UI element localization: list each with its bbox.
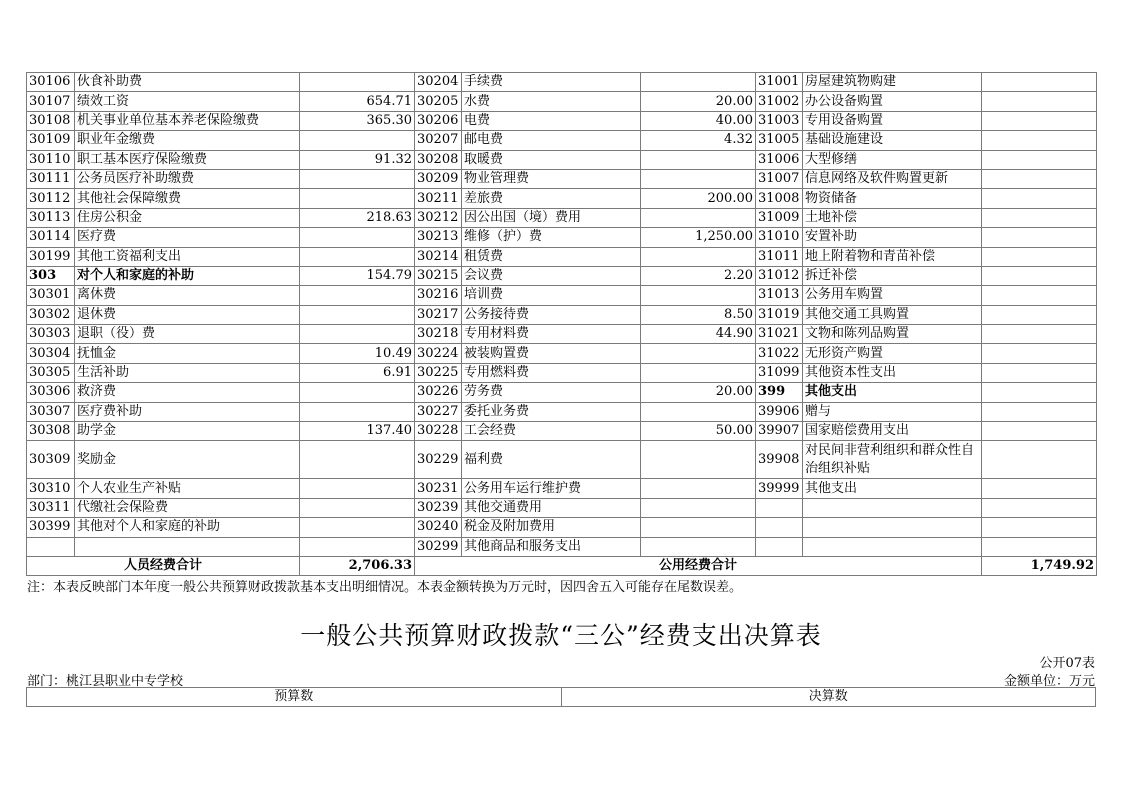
economic-code-cell: 30225 bbox=[415, 363, 462, 382]
item-name-cell: 退职（役）费 bbox=[75, 325, 300, 344]
amount-cell bbox=[641, 73, 756, 92]
item-name-cell: 办公设备购置 bbox=[803, 92, 982, 111]
item-name-cell: 职业年金缴费 bbox=[75, 131, 300, 150]
amount-cell bbox=[982, 479, 1097, 498]
table-row bbox=[27, 402, 1097, 421]
amount-cell bbox=[982, 383, 1097, 402]
item-name-cell: 物资储备 bbox=[803, 189, 982, 208]
amount-cell bbox=[982, 344, 1097, 363]
item-name-cell: 委托业务费 bbox=[462, 402, 641, 421]
item-name-cell: 代缴社会保险费 bbox=[75, 498, 300, 517]
amount-cell: 50.00 bbox=[641, 422, 756, 441]
economic-code-cell: 30109 bbox=[27, 131, 75, 150]
item-name-cell: 生活补助 bbox=[75, 363, 300, 382]
economic-code-cell: 30229 bbox=[415, 441, 462, 479]
table-row bbox=[27, 247, 1097, 266]
economic-code-cell: 31008 bbox=[756, 189, 803, 208]
public-total-label: 公用经费合计 bbox=[415, 556, 982, 575]
item-name-cell bbox=[75, 537, 300, 556]
item-name-cell: 无形资产购置 bbox=[803, 344, 982, 363]
final-column-header: 决算数 bbox=[561, 688, 1096, 707]
amount-cell: 20.00 bbox=[641, 92, 756, 111]
amount-cell bbox=[982, 402, 1097, 421]
amount-cell bbox=[300, 537, 415, 556]
item-name-cell: 基础设施建设 bbox=[803, 131, 982, 150]
economic-code-cell: 30228 bbox=[415, 422, 462, 441]
economic-code-cell: 30239 bbox=[415, 498, 462, 517]
item-name-cell: 水费 bbox=[462, 92, 641, 111]
item-name-cell: 抚恤金 bbox=[75, 344, 300, 363]
amount-cell: 20.00 bbox=[641, 383, 756, 402]
item-name-cell: 被装购置费 bbox=[462, 344, 641, 363]
amount-cell bbox=[300, 402, 415, 421]
item-name-cell: 其他支出 bbox=[803, 383, 982, 402]
table-note: 注：本表反映部门本年度一般公共预算财政拨款基本支出明细情况。本表金额转换为万元时，因四舍五入可能存在尾数误差。 bbox=[27, 580, 743, 595]
amount-cell bbox=[982, 208, 1097, 227]
amount-cell bbox=[300, 228, 415, 247]
economic-code-cell: 30217 bbox=[415, 305, 462, 324]
amount-cell bbox=[982, 131, 1097, 150]
economic-code-cell: 30231 bbox=[415, 479, 462, 498]
amount-cell: 6.91 bbox=[300, 363, 415, 382]
economic-code-cell: 31010 bbox=[756, 228, 803, 247]
amount-cell bbox=[982, 537, 1097, 556]
item-name-cell: 因公出国（境）费用 bbox=[462, 208, 641, 227]
item-name-cell: 劳务费 bbox=[462, 383, 641, 402]
item-name-cell: 离休费 bbox=[75, 286, 300, 305]
amount-cell: 40.00 bbox=[641, 111, 756, 130]
item-name-cell: 维修（护）费 bbox=[462, 228, 641, 247]
item-name-cell: 专用材料费 bbox=[462, 325, 641, 344]
amount-cell bbox=[641, 363, 756, 382]
economic-code-cell: 30302 bbox=[27, 305, 75, 324]
amount-cell bbox=[982, 441, 1097, 479]
item-name-cell: 拆迁补偿 bbox=[803, 266, 982, 285]
amount-cell bbox=[641, 169, 756, 188]
economic-code-cell: 30208 bbox=[415, 150, 462, 169]
economic-code-cell: 31013 bbox=[756, 286, 803, 305]
economic-code-cell: 39908 bbox=[756, 441, 803, 479]
economic-code-cell: 303 bbox=[27, 266, 75, 285]
item-name-cell: 培训费 bbox=[462, 286, 641, 305]
item-name-cell: 专用燃料费 bbox=[462, 363, 641, 382]
economic-code-cell: 30224 bbox=[415, 344, 462, 363]
economic-code-cell: 30304 bbox=[27, 344, 75, 363]
economic-code-cell: 30240 bbox=[415, 518, 462, 537]
economic-code-cell: 30218 bbox=[415, 325, 462, 344]
economic-code-cell: 30216 bbox=[415, 286, 462, 305]
economic-code-cell: 30206 bbox=[415, 111, 462, 130]
expenditure-detail-table bbox=[26, 72, 1097, 576]
item-name-cell bbox=[803, 518, 982, 537]
table-row bbox=[27, 73, 1097, 92]
item-name-cell: 其他交通工具购置 bbox=[803, 305, 982, 324]
amount-cell bbox=[641, 518, 756, 537]
economic-code-cell: 31099 bbox=[756, 363, 803, 382]
economic-code-cell: 30310 bbox=[27, 479, 75, 498]
item-name-cell: 住房公积金 bbox=[75, 208, 300, 227]
economic-code-cell: 30204 bbox=[415, 73, 462, 92]
item-name-cell: 奖励金 bbox=[75, 441, 300, 479]
economic-code-cell: 30212 bbox=[415, 208, 462, 227]
item-name-cell: 对民间非营利组织和群众性自治组织补贴 bbox=[803, 441, 982, 479]
three-public-expenses-header bbox=[26, 687, 1096, 707]
table-row bbox=[27, 208, 1097, 227]
economic-code-cell: 30226 bbox=[415, 383, 462, 402]
table-row bbox=[27, 266, 1097, 285]
amount-cell bbox=[982, 266, 1097, 285]
table-row bbox=[27, 363, 1097, 382]
amount-cell: 8.50 bbox=[641, 305, 756, 324]
table-row bbox=[27, 325, 1097, 344]
table-row bbox=[27, 479, 1097, 498]
item-name-cell: 其他商品和服务支出 bbox=[462, 537, 641, 556]
amount-cell bbox=[982, 189, 1097, 208]
amount-cell bbox=[300, 305, 415, 324]
economic-code-cell: 30301 bbox=[27, 286, 75, 305]
amount-cell bbox=[982, 363, 1097, 382]
amount-cell bbox=[982, 325, 1097, 344]
section-title: 一般公共预算财政拨款“三公”经费支出决算表 bbox=[300, 621, 822, 650]
item-name-cell: 安置补助 bbox=[803, 228, 982, 247]
economic-code-cell: 31009 bbox=[756, 208, 803, 227]
item-name-cell: 其他支出 bbox=[803, 479, 982, 498]
economic-code-cell: 30309 bbox=[27, 441, 75, 479]
economic-code-cell: 30211 bbox=[415, 189, 462, 208]
amount-cell bbox=[300, 247, 415, 266]
item-name-cell: 赠与 bbox=[803, 402, 982, 421]
amount-cell bbox=[982, 286, 1097, 305]
amount-cell bbox=[641, 150, 756, 169]
amount-cell: 137.40 bbox=[300, 422, 415, 441]
amount-cell: 10.49 bbox=[300, 344, 415, 363]
economic-code-cell: 30305 bbox=[27, 363, 75, 382]
economic-code-cell: 30114 bbox=[27, 228, 75, 247]
item-name-cell: 其他交通费用 bbox=[462, 498, 641, 517]
item-name-cell: 邮电费 bbox=[462, 131, 641, 150]
table-row bbox=[27, 92, 1097, 111]
economic-code-cell: 31003 bbox=[756, 111, 803, 130]
amount-cell bbox=[641, 286, 756, 305]
economic-code-cell: 39907 bbox=[756, 422, 803, 441]
table-row bbox=[27, 498, 1097, 517]
amount-unit-label: 金额单位：万元 bbox=[1003, 674, 1095, 689]
item-name-cell: 助学金 bbox=[75, 422, 300, 441]
item-name-cell: 大型修缮 bbox=[803, 150, 982, 169]
economic-code-cell: 30112 bbox=[27, 189, 75, 208]
economic-code-cell: 30299 bbox=[415, 537, 462, 556]
item-name-cell: 手续费 bbox=[462, 73, 641, 92]
amount-cell bbox=[982, 518, 1097, 537]
item-name-cell: 信息网络及软件购置更新 bbox=[803, 169, 982, 188]
item-name-cell: 工会经费 bbox=[462, 422, 641, 441]
item-name-cell: 房屋建筑物购建 bbox=[803, 73, 982, 92]
economic-code-cell: 30113 bbox=[27, 208, 75, 227]
economic-code-cell: 30311 bbox=[27, 498, 75, 517]
amount-cell bbox=[982, 498, 1097, 517]
amount-cell bbox=[641, 537, 756, 556]
economic-code-cell: 30107 bbox=[27, 92, 75, 111]
amount-cell: 1,250.00 bbox=[641, 228, 756, 247]
economic-code-cell: 39906 bbox=[756, 402, 803, 421]
amount-cell bbox=[641, 344, 756, 363]
item-name-cell: 其他资本性支出 bbox=[803, 363, 982, 382]
amount-cell: 91.32 bbox=[300, 150, 415, 169]
amount-cell bbox=[641, 441, 756, 479]
amount-cell: 218.63 bbox=[300, 208, 415, 227]
item-name-cell: 公务员医疗补助缴费 bbox=[75, 169, 300, 188]
public-total-value: 1,749.92 bbox=[982, 556, 1097, 575]
economic-code-cell: 31007 bbox=[756, 169, 803, 188]
personnel-total-label: 人员经费合计 bbox=[27, 556, 300, 575]
totals-row bbox=[27, 556, 1097, 575]
economic-code-cell: 30209 bbox=[415, 169, 462, 188]
item-name-cell: 电费 bbox=[462, 111, 641, 130]
economic-code-cell: 30307 bbox=[27, 402, 75, 421]
economic-code-cell: 30227 bbox=[415, 402, 462, 421]
item-name-cell: 税金及附加费用 bbox=[462, 518, 641, 537]
amount-cell bbox=[300, 479, 415, 498]
economic-code-cell: 30215 bbox=[415, 266, 462, 285]
economic-code-cell: 30106 bbox=[27, 73, 75, 92]
table-row bbox=[27, 344, 1097, 363]
item-name-cell: 会议费 bbox=[462, 266, 641, 285]
item-name-cell: 专用设备购置 bbox=[803, 111, 982, 130]
economic-code-cell: 30111 bbox=[27, 169, 75, 188]
item-name-cell: 对个人和家庭的补助 bbox=[75, 266, 300, 285]
amount-cell: 154.79 bbox=[300, 266, 415, 285]
item-name-cell: 绩效工资 bbox=[75, 92, 300, 111]
economic-code-cell: 30108 bbox=[27, 111, 75, 130]
amount-cell: 654.71 bbox=[300, 92, 415, 111]
item-name-cell: 职工基本医疗保险缴费 bbox=[75, 150, 300, 169]
amount-cell: 365.30 bbox=[300, 111, 415, 130]
item-name-cell: 医疗费 bbox=[75, 228, 300, 247]
item-name-cell: 公务用车运行维护费 bbox=[462, 479, 641, 498]
amount-cell bbox=[300, 518, 415, 537]
table-row bbox=[27, 286, 1097, 305]
amount-cell bbox=[300, 189, 415, 208]
item-name-cell: 公务用车购置 bbox=[803, 286, 982, 305]
table-row bbox=[27, 169, 1097, 188]
department-label: 部门：桃江县职业中专学校 bbox=[27, 674, 184, 689]
table-row bbox=[27, 537, 1097, 556]
item-name-cell: 国家赔偿费用支出 bbox=[803, 422, 982, 441]
amount-cell bbox=[300, 383, 415, 402]
economic-code-cell: 31002 bbox=[756, 92, 803, 111]
item-name-cell: 物业管理费 bbox=[462, 169, 641, 188]
economic-code-cell: 31006 bbox=[756, 150, 803, 169]
item-name-cell: 其他社会保障缴费 bbox=[75, 189, 300, 208]
item-name-cell: 伙食补助费 bbox=[75, 73, 300, 92]
amount-cell bbox=[982, 150, 1097, 169]
economic-code-cell: 30306 bbox=[27, 383, 75, 402]
amount-cell bbox=[641, 402, 756, 421]
amount-cell bbox=[300, 325, 415, 344]
amount-cell bbox=[300, 169, 415, 188]
amount-cell bbox=[300, 131, 415, 150]
item-name-cell: 租赁费 bbox=[462, 247, 641, 266]
economic-code-cell: 31011 bbox=[756, 247, 803, 266]
item-name-cell: 土地补偿 bbox=[803, 208, 982, 227]
item-name-cell: 其他工资福利支出 bbox=[75, 247, 300, 266]
amount-cell bbox=[982, 422, 1097, 441]
item-name-cell: 退休费 bbox=[75, 305, 300, 324]
table-row bbox=[27, 518, 1097, 537]
amount-cell bbox=[641, 498, 756, 517]
item-name-cell bbox=[803, 498, 982, 517]
budget-column-header: 预算数 bbox=[27, 688, 562, 707]
amount-cell bbox=[641, 479, 756, 498]
amount-cell bbox=[982, 73, 1097, 92]
economic-code-cell: 399 bbox=[756, 383, 803, 402]
amount-cell bbox=[300, 498, 415, 517]
item-name-cell: 公务接待费 bbox=[462, 305, 641, 324]
item-name-cell: 个人农业生产补贴 bbox=[75, 479, 300, 498]
table-row bbox=[27, 111, 1097, 130]
item-name-cell: 地上附着物和青苗补偿 bbox=[803, 247, 982, 266]
economic-code-cell: 30205 bbox=[415, 92, 462, 111]
table-row bbox=[27, 305, 1097, 324]
economic-code-cell bbox=[756, 518, 803, 537]
economic-code-cell: 30207 bbox=[415, 131, 462, 150]
table-row bbox=[27, 383, 1097, 402]
item-name-cell: 取暖费 bbox=[462, 150, 641, 169]
economic-code-cell: 39999 bbox=[756, 479, 803, 498]
economic-code-cell: 30199 bbox=[27, 247, 75, 266]
amount-cell bbox=[982, 305, 1097, 324]
economic-code-cell bbox=[756, 537, 803, 556]
item-name-cell: 福利费 bbox=[462, 441, 641, 479]
economic-code-cell bbox=[27, 537, 75, 556]
table-row bbox=[27, 150, 1097, 169]
amount-cell bbox=[300, 441, 415, 479]
amount-cell bbox=[982, 111, 1097, 130]
economic-code-cell: 30303 bbox=[27, 325, 75, 344]
amount-cell bbox=[300, 286, 415, 305]
table-row bbox=[27, 441, 1097, 479]
item-name-cell: 救济费 bbox=[75, 383, 300, 402]
economic-code-cell bbox=[756, 498, 803, 517]
item-name-cell: 其他对个人和家庭的补助 bbox=[75, 518, 300, 537]
economic-code-cell: 30308 bbox=[27, 422, 75, 441]
economic-code-cell: 30110 bbox=[27, 150, 75, 169]
amount-cell: 4.32 bbox=[641, 131, 756, 150]
amount-cell: 2.20 bbox=[641, 266, 756, 285]
personnel-total-value: 2,706.33 bbox=[300, 556, 415, 575]
item-name-cell: 文物和陈列品购置 bbox=[803, 325, 982, 344]
item-name-cell bbox=[803, 537, 982, 556]
economic-code-cell: 30214 bbox=[415, 247, 462, 266]
economic-code-cell: 31019 bbox=[756, 305, 803, 324]
item-name-cell: 机关事业单位基本养老保险缴费 bbox=[75, 111, 300, 130]
economic-code-cell: 31001 bbox=[756, 73, 803, 92]
amount-cell bbox=[641, 208, 756, 227]
amount-cell bbox=[300, 73, 415, 92]
economic-code-cell: 31012 bbox=[756, 266, 803, 285]
amount-cell bbox=[982, 247, 1097, 266]
item-name-cell: 差旅费 bbox=[462, 189, 641, 208]
table-row bbox=[27, 189, 1097, 208]
table-row bbox=[27, 131, 1097, 150]
table-row bbox=[27, 228, 1097, 247]
table-code: 公开07表 bbox=[1039, 656, 1095, 671]
item-name-cell: 医疗费补助 bbox=[75, 402, 300, 421]
amount-cell bbox=[982, 228, 1097, 247]
table-row bbox=[27, 422, 1097, 441]
economic-code-cell: 31005 bbox=[756, 131, 803, 150]
economic-code-cell: 31022 bbox=[756, 344, 803, 363]
amount-cell: 44.90 bbox=[641, 325, 756, 344]
amount-cell bbox=[982, 169, 1097, 188]
economic-code-cell: 30399 bbox=[27, 518, 75, 537]
economic-code-cell: 31021 bbox=[756, 325, 803, 344]
economic-code-cell: 30213 bbox=[415, 228, 462, 247]
amount-cell bbox=[982, 92, 1097, 111]
amount-cell: 200.00 bbox=[641, 189, 756, 208]
amount-cell bbox=[641, 247, 756, 266]
